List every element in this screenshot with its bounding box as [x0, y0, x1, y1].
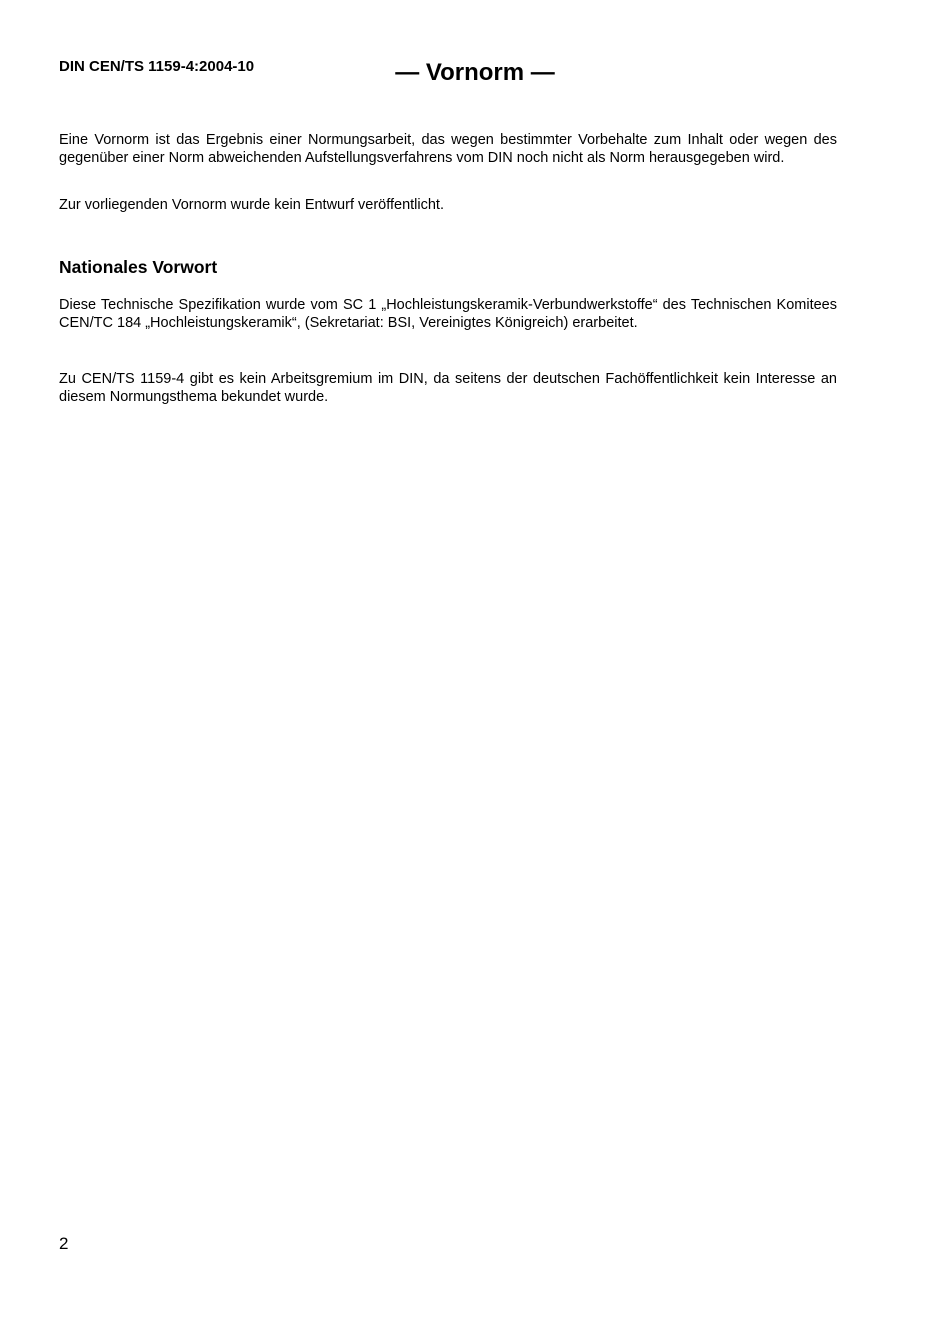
foreword-paragraph-committee: Diese Technische Spezifikation wurde vom SC 1 „Hochleistungskeramik-Verbundwerkstoffe“ des Technischen Komitees CEN/TC 184 „Hochleistungskeramik“, (Sekretariat: BSI, Vereinigtes Königreich) erarbeitet. — [59, 297, 837, 332]
page-number: 2 — [59, 1234, 69, 1253]
intro-paragraph-no-draft: Zur vorliegenden Vornorm wurde kein Entwurf veröffentlicht. — [59, 197, 444, 213]
page-title: — Vornorm — — [395, 59, 555, 86]
document-id: DIN CEN/TS 1159-4:2004-10 — [59, 58, 255, 75]
section-heading-national-foreword: Nationales Vorwort — [59, 257, 218, 277]
foreword-paragraph-working-body: Zu CEN/TS 1159-4 gibt es kein Arbeitsgremium im DIN, da seitens der deutschen Fachöffentlichkeit kein Interesse an diesem Normungsthema bekundet wurde. — [59, 371, 837, 406]
intro-paragraph-vornorm-definition: Eine Vornorm ist das Ergebnis einer Normungsarbeit, das wegen bestimmter Vorbehalte zum Inhalt oder wegen des gegenüber einer Norm abweichenden Aufstellungsverfahrens vom DIN noch nicht als Norm herausgegeben wird. — [59, 132, 837, 167]
